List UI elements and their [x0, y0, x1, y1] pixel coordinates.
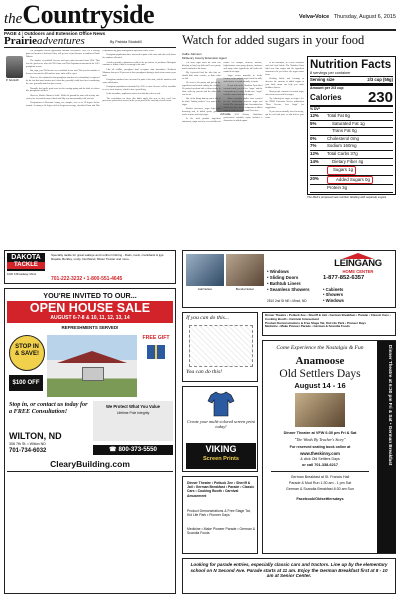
consult-text: Stop in, or contact us today for a FREE Consultation!	[9, 401, 88, 416]
masthead-date: Thursday, August 6, 2015	[333, 14, 396, 20]
old-settlers-show: Dinner Theatre at VFW 6:30 pm Fri & Sat	[283, 431, 357, 435]
prairie-title	[4, 36, 85, 47]
nutrition-row-label: Dietary Fiber 4g	[332, 158, 364, 164]
nutrition-row	[310, 128, 393, 136]
nutrition-row-pct: 12%	[310, 113, 319, 118]
cleary-bottom-rule	[7, 471, 173, 472]
nutrition-row	[310, 185, 393, 193]
old-settlers-site[interactable]: www.theskinny.com	[300, 451, 340, 456]
tackle-address: 1000 S Broadway, Minot	[7, 273, 37, 276]
cleary-website[interactable]: ClearyBuilding.com	[50, 459, 130, 469]
prairie-paragraph: Pronghorn populations rebounded by 2015 so more licenses will be available to a few more hunters, which is also a good thing.	[102, 86, 176, 91]
nutrition-serving-size-label: Serving size	[310, 77, 335, 82]
events-side-band-text-2: Product Demonstrations & Free Stage Tat, Kid Life Park • Pioneer Days	[187, 509, 251, 518]
wilton-address: 306 7th St. • Wilton ND	[9, 442, 46, 446]
nutrition-row-pct	[310, 128, 324, 135]
promise-text: We Protect What You Value	[106, 404, 160, 409]
nutrition-calories-label: Calories	[310, 93, 342, 102]
wanted-ad	[182, 312, 258, 382]
old-settlers-play: "The Winds By Teacher's Story"	[294, 437, 346, 442]
home-center-items-2	[323, 287, 344, 303]
old-settlers-reserve: For reserved seating book online at	[289, 445, 351, 449]
cleary-phone: 800-373-5550	[118, 446, 157, 453]
nutrition-row	[310, 143, 393, 151]
events-side-band	[182, 476, 258, 554]
home-center-item: • Showers	[323, 292, 344, 298]
masthead-brand-the: the	[4, 11, 23, 27]
nutrition-row-pct: 7%	[310, 143, 317, 149]
nutrition-row-label: Sodium 160mg	[327, 143, 357, 149]
prairie-paragraph: Another possible explanation could be the prevalence of predators. Biologists continue to debate if this is occurring in the state.	[102, 61, 176, 67]
nutrition-calories	[310, 91, 393, 107]
tackle-phone: 701-222-3232 • 1-800-551-4645	[51, 276, 123, 282]
sugar-paragraph: In the meantime, be a wise consumer and read food labels. The Nutrition Facts label now lists sugars and the ingredient statement tells you where the sugar comes from.	[265, 62, 304, 76]
old-settlers-side-text: Dinner Theatre at 6:30 pm Fri & Sat • German Breakfast	[388, 345, 393, 466]
parade-footer-text: Looking for parade entries, especially classic cars and tractors. Line up by the elementary school on N Second Ave. Parade starts at 11 am. Enjoy the German Breakfast first at 8 - 10 am at Senior Center.	[190, 562, 388, 579]
home-center-photo-2	[226, 254, 264, 286]
building-door-icon	[82, 367, 104, 381]
old-settlers-event: Old Settlers Days	[279, 368, 361, 380]
nutrition-row-label: Sugars 1g	[327, 166, 356, 175]
nutrition-amount: Amount per 2/3 cup	[310, 86, 344, 90]
old-settlers-breakfast: German Breakfast at St. Francis Hall	[290, 475, 350, 479]
nutrition-serving-size	[310, 77, 393, 86]
event-strip	[262, 312, 396, 336]
prairie-photo-caption: P. Stockdill	[6, 79, 19, 82]
home-center-item: • Bathtub Liners	[267, 281, 301, 286]
events-side-band-text-3: Medicine • Make Pioneer Parade • German & Scandia Foods	[187, 527, 255, 536]
home-center-tag: HOME CENTER	[342, 269, 374, 274]
prairie-paragraph: The number of available licenses and open units increased from 2014. That was the good news when the ND Game and Fish Department announced the 2015 pronghorn season.	[26, 60, 100, 68]
gift-icon	[147, 345, 165, 359]
sugar-paragraph: Reading labels and learning to decrease the amount of added sugars in your daily menu can help you make healthier choices.	[265, 77, 304, 89]
home-center-ad	[182, 250, 396, 308]
nutrition-row-pct	[310, 185, 324, 192]
masthead-issue	[299, 14, 396, 20]
prairie-byline: By Patricia Stockdill	[110, 40, 142, 44]
nutrition-caption: The FDA's proposed new nutrition labeling with separate sugars.	[307, 195, 387, 199]
sugar-paragraph: Besides sweetness, sugar helps with browning and, in baked goods, gives a tender texture and crisp edges.	[182, 108, 221, 117]
prairie-body	[26, 50, 176, 246]
old-settlers-breakfast-3: German & Scandia Breakfast 8:30 am Sun	[286, 487, 354, 491]
event-strip-text-b: Product Demonstrations & Free Stage Tat, Kid Life Park • Pioneer Days	[265, 320, 367, 325]
prairie-paragraph: But, nope, just 230 licenses were available in one unit. This year the number of licenses increased to 400 and two more units will be open.	[26, 70, 100, 76]
gift-title: FREE GIFT	[142, 335, 170, 341]
sugar-paragraph: Many scientific studies have focused on the relationship between sugar and health. The American Heart Association has advised no more than 6 teaspoons of added sugar per day for women and 9 for men.	[223, 98, 263, 112]
tackle-logo	[7, 253, 45, 271]
prairie-paragraph: Pronghorn numbers have increased in parts of the state, and the numbers with some added units.	[102, 78, 176, 84]
sugar-byline-name: Callie Johnson	[182, 52, 202, 56]
nutrition-rows	[310, 113, 393, 193]
sugar-paragraph: One of the things that my son is able to do while "baking cookies" is to pour in the sugar.	[182, 98, 221, 106]
nutrition-row	[310, 113, 393, 121]
open-house-banner: YOU'RE INVITED TO OUR...	[43, 291, 137, 300]
tackle-description: Specialty tackle for great walleye and northern fishing - Rods, reels, crankbaits & jigs. Rapala, Berkley, Lindy, Northland, Mister Twister and more.	[51, 253, 165, 261]
masthead-brand-bold: Countryside	[22, 0, 155, 29]
page-number: PAGE 4	[4, 31, 21, 36]
sugar-byline	[182, 53, 242, 61]
open-house-title-box	[7, 301, 173, 323]
nutrition-row-pct: 20%	[310, 175, 319, 181]
nutrition-facts-label	[307, 56, 396, 195]
home-center-address: 2510 2nd St NE • Minot, ND	[267, 299, 307, 303]
screen-prints-headline: Create your multi-colored screen print today!	[187, 419, 255, 430]
sugar-headline: Watch for added sugars in your food	[182, 33, 365, 47]
sugar-paragraph: If you want a naturally sweet beverage, opt for real fruit juice or add fruit to your water.	[265, 111, 304, 119]
nutrition-row-pct: 14%	[310, 158, 319, 164]
sugar-paragraph: If you look at the Nutrition Facts label on most foods, you will see "sugar" and the total grams per serving. In this case, "sugar" includes natural and added sugars.	[223, 85, 263, 96]
home-center-brand: LEINGANG	[334, 258, 382, 269]
discount-badge	[9, 375, 43, 391]
old-settlers-facebook[interactable]: Facebook/Oldsettlersdays	[296, 497, 344, 501]
old-settlers-phone: or call 701-338-6217	[302, 463, 338, 467]
wanted-footer: You can do this!	[186, 369, 223, 375]
prairie-photo	[6, 56, 23, 78]
masthead-volume: Velva•Voice	[298, 14, 330, 20]
nutrition-dv-label: % DV*	[310, 107, 393, 113]
nutrition-row-pct: 5%	[310, 120, 317, 126]
nutrition-row	[310, 159, 393, 167]
sugar-paragraph: Most people consume too much sugar, often from sweetened beverages.	[265, 90, 304, 96]
sugar-photo-caption: Johnson	[220, 113, 230, 116]
nutrition-row	[310, 151, 393, 159]
nutrition-row-label: Added Sugars 0g	[327, 176, 373, 185]
nutrition-row-label: Total Fat 8g	[327, 113, 350, 118]
prairie-paragraph: The consolation for those that didn't apply this year is they won't lose preference points they accrued in the years prior to the currently closed season.	[102, 97, 176, 103]
nutrition-row-label: Protein 3g	[327, 185, 348, 191]
event-strip-text-c: Medicine • Make Pioneer Parade • German & Scandia Foods	[265, 324, 350, 329]
section-strip: PAGE 4 | Outdoors and Extension Office News	[4, 31, 106, 36]
nutrition-row-label: Saturated Fat 1g	[332, 120, 365, 126]
tackle-ad	[4, 250, 176, 284]
old-settlers-side-band	[377, 341, 396, 553]
sugar-paragraph: We went to the pantry and got out the ingredients and started making the cookies. We packed up about half of them to take to share with my parents and the other half was for us.	[182, 82, 221, 96]
nutrition-row	[310, 176, 393, 186]
old-settlers-ad	[262, 340, 396, 554]
nutrition-row-label: Total Carbs 37g	[327, 150, 358, 156]
events-side-band-text-1: Dinner Theatre • Potluck Zee • Sheriff & Jail • German Breakfast • Parade • Classic Cars • Cooking Booth • Carnival Amusement	[187, 481, 255, 498]
open-house-refreshments: REFRESHMENTS SERVED!	[61, 325, 119, 330]
old-settlers-town: Anamoose	[295, 355, 345, 367]
prairie-paragraph: However, the satisfaction that pronghorn numbers are rebounding is tempered by the fact that state hunters aren't what they possibly could have been considering the once generally stated in open season.	[26, 77, 100, 86]
stop-in-b: & SAVE!	[15, 351, 39, 357]
home-center-item: • Windows	[323, 297, 344, 303]
nutrition-title: Nutrition Facts	[310, 59, 392, 71]
building-photo	[47, 335, 137, 397]
nutrition-row	[310, 166, 393, 176]
home-center-logo	[321, 253, 395, 274]
prairie-paragraph: The pronghorn license application deadline has passed. Now, it's a waiting game for hunters to find out if they will get one of just licenses in southwest North Dakota.	[26, 50, 100, 58]
home-center-photo-1	[186, 254, 224, 286]
sugar-paragraph: Sugar occurs naturally in foods. Lactose is the natural sugar found in milk, and fructose is found naturally in fruits.	[223, 75, 263, 83]
prairie-paragraph: Temperatures in Bowman County, for example, were so to 10 degrees below normal. As many as 16 degrees below long-term average, described Game and Fish Department big game management supervisor Bruce Kreft.	[26, 50, 155, 107]
open-house-title: OPEN HOUSE SALE	[29, 301, 151, 315]
event-strip-text-a: Dinner Theatre • Potluck Zee • Sheriff & Jail • German Breakfast • Parade • Classic Cars • Cooking Booth • Carnival Amusement	[265, 313, 391, 321]
wilton-phone: 701-734-6032	[9, 448, 47, 454]
prairie-paragraph: Like all wildlife, pronghorn don't recognize state boundaries. Northeast Montana lost up to 90 percent of their pronghorns during a harsh winter some years back.	[102, 68, 176, 77]
prairie-title-b: adventures	[36, 35, 85, 47]
nutrition-calories-value: 230	[367, 89, 393, 106]
nutrition-row-label: Trans Fat 0g	[332, 128, 357, 134]
nutrition-row-pct: 0%	[310, 135, 317, 141]
home-center-item: • Sliding Doors	[267, 275, 299, 280]
tackle-brand-b: TACKLE	[7, 262, 45, 269]
old-settlers-dot-row	[271, 471, 369, 472]
home-center-items	[267, 269, 310, 293]
phone-icon: ☎	[109, 446, 117, 453]
sugar-paragraph: In the food product ingredient statements, sugar can have several different names. For example, dextrose, fructose, high-fructose corn syrup, glucose, molasses and many other ingredients fall under the umbrella of sugar.	[182, 62, 263, 124]
prairie-paragraph: In the meantime, applicants wait to hear that they drew a unit.	[106, 93, 161, 96]
nutrition-row	[310, 136, 393, 144]
gift-panel	[139, 335, 173, 397]
home-center-item: • Cabinets	[323, 287, 344, 292]
masthead-brand	[4, 2, 154, 32]
screen-prints-ad	[182, 386, 258, 472]
old-settlers-dates: August 14 - 16	[294, 381, 346, 390]
prairie-paragraph: However, Mother Nature is fickle. While the ground the state with a fairly nice winter, her successful temper flared and May was unseasonably cold, and wet.	[26, 94, 100, 100]
wilton-city: WILTON, ND	[9, 431, 62, 441]
sugar-body	[182, 62, 304, 244]
home-center-photo-1-caption: Gail Nelsen	[197, 287, 213, 291]
old-settlers-photo	[295, 393, 345, 427]
prairie-paragraph: Pronghorn populations have increased in parts of the state and offer well above the numbers allocated.	[102, 54, 176, 60]
nutrition-row	[310, 121, 393, 129]
open-house-dates: AUGUST 6-7-8 & 10, 11, 12, 13, 14	[50, 315, 130, 321]
screen-prints-brand-a: VIKING	[205, 444, 237, 454]
cleary-phone-bar	[93, 445, 173, 455]
screen-prints-logo	[186, 443, 256, 469]
old-settlers-come: Come Experience the Nostalgia & Fun	[276, 345, 364, 351]
home-center-item: • Seamless Showers	[267, 287, 310, 292]
building-roof-icon	[57, 351, 127, 363]
prairie-title-a: Prairie	[4, 35, 37, 47]
nutrition-row-pct	[310, 166, 324, 175]
discount-text: $100 OFF	[12, 380, 40, 386]
nutrition-row-label: Cholesterol 0mg	[327, 135, 359, 141]
tackle-brand-a: DAKOTA	[11, 254, 41, 261]
warranty-text: Lifetime Pole Integrity	[116, 411, 150, 415]
stop-in-badge	[9, 335, 45, 371]
wanted-drawing	[189, 325, 253, 367]
home-center-item: • Windows	[267, 269, 289, 274]
masthead	[4, 2, 396, 32]
prairie-paragraph: Normally that spells good news for the coming spring and the birth of critters like pronghorns and deer.	[26, 87, 100, 93]
nutrition-row-pct: 12%	[310, 150, 319, 156]
parade-footer	[182, 558, 396, 594]
screen-prints-brand-b: Screen Prints	[202, 456, 240, 462]
sugar-paragraph: The 2015 Dietary Guidelines professional scientific report includes a discussion of added sugars.	[223, 114, 263, 122]
home-center-phone: 1-877-852-6357	[323, 275, 365, 281]
old-settlers-extra: & click Old Settlers Days	[300, 457, 340, 461]
nutrition-servings: 8 servings per container	[310, 71, 393, 77]
section-name: Outdoors and Extension Office News	[24, 31, 106, 36]
sugar-paragraph: The other night when the wind was blowing so hard, my kids and I were pretty much confined to the house.	[182, 62, 221, 70]
home-center-photo-2-caption: Brenda Nelsen	[235, 287, 255, 291]
sugar-paragraph: Try reducing the sugar in recipes. See the NDSU Extension Service publication "More Sweeter, Less Sugar" for suggestions.	[265, 98, 304, 109]
open-house-ad	[4, 288, 176, 594]
stop-in-a: STOP IN	[15, 344, 39, 350]
tshirt-icon	[207, 391, 235, 417]
sugar-byline-role: McHenry County Extension Agent	[182, 55, 227, 60]
promise-panel	[93, 401, 173, 441]
old-settlers-breakfast-2: Parade & Mud Run 1:30 am - 1 pm Sat	[288, 481, 352, 485]
nutrition-serving-size-value: 2/3 cup (55g)	[367, 77, 393, 82]
wanted-text: If you can do this...	[186, 315, 230, 321]
sugar-paragraph: My 4-year-old had the idea that we should bake some cookies, so that's what we did.	[182, 72, 221, 80]
prairie-rule	[4, 47, 176, 48]
